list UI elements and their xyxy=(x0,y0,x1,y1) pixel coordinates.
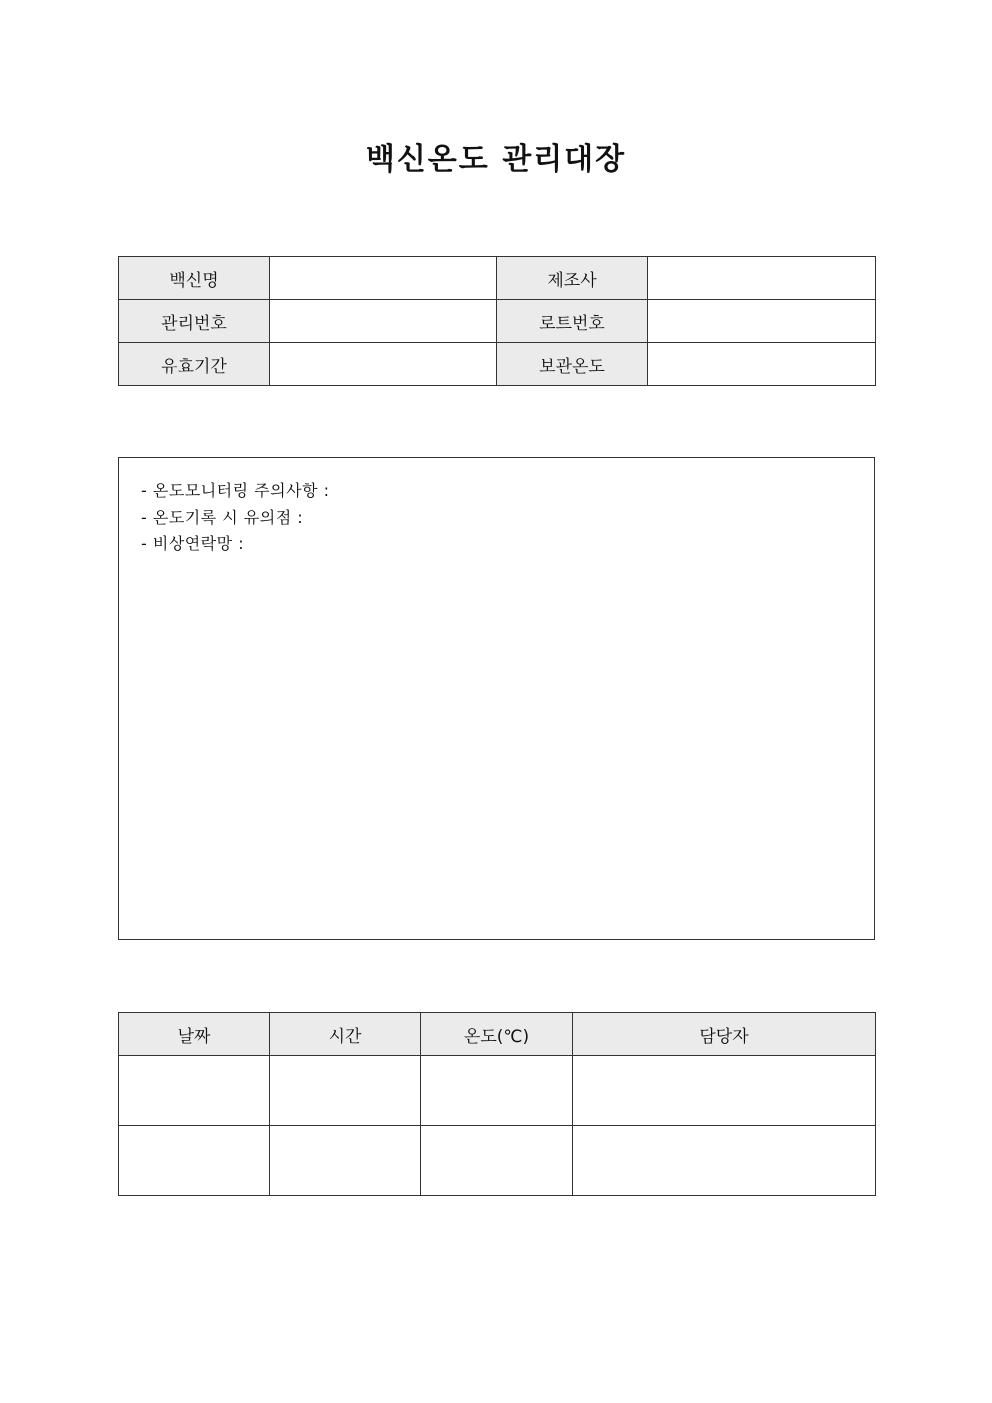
person-in-charge-column-header: 담당자 xyxy=(573,1013,876,1056)
temperature-column-header: 온도(℃) xyxy=(421,1013,573,1056)
storage-temperature-label: 보관온도 xyxy=(497,343,648,386)
lot-number-label: 로트번호 xyxy=(497,300,648,343)
table-row xyxy=(119,1126,876,1196)
date-cell[interactable] xyxy=(119,1126,270,1196)
management-number-field[interactable] xyxy=(270,300,497,343)
temperature-cell[interactable] xyxy=(421,1056,573,1126)
table-row xyxy=(119,257,876,300)
management-number-label: 관리번호 xyxy=(119,300,270,343)
date-column-header: 날짜 xyxy=(119,1013,270,1056)
monitoring-precautions-note: - 온도모니터링 주의사항 : xyxy=(141,481,330,500)
lot-number-field[interactable] xyxy=(648,300,876,343)
time-cell[interactable] xyxy=(270,1126,421,1196)
temperature-cell[interactable] xyxy=(421,1126,573,1196)
notes-box[interactable] xyxy=(118,457,875,940)
storage-temperature-field[interactable] xyxy=(648,343,876,386)
table-row xyxy=(119,300,876,343)
vaccine-info-table xyxy=(118,256,876,386)
table-row xyxy=(119,1056,876,1126)
recording-caution-note: - 온도기록 시 유의점 : xyxy=(141,507,304,527)
vaccine-name-label: 백신명 xyxy=(119,257,270,300)
time-column-header: 시간 xyxy=(270,1013,421,1056)
manufacturer-label: 제조사 xyxy=(497,257,648,300)
vaccine-name-field[interactable] xyxy=(270,257,497,300)
table-row xyxy=(119,343,876,386)
expiry-date-label: 유효기간 xyxy=(119,343,270,386)
temperature-log-table xyxy=(118,1012,876,1196)
manufacturer-field[interactable] xyxy=(648,257,876,300)
page-title: 백신온도 관리대장 xyxy=(365,142,627,177)
person-in-charge-cell[interactable] xyxy=(573,1056,876,1126)
time-cell[interactable] xyxy=(270,1056,421,1126)
table-header-row xyxy=(119,1013,876,1056)
emergency-contact-note: - 비상연락망 : xyxy=(141,534,245,553)
date-cell[interactable] xyxy=(119,1056,270,1126)
expiry-date-field[interactable] xyxy=(270,343,497,386)
person-in-charge-cell[interactable] xyxy=(573,1126,876,1196)
